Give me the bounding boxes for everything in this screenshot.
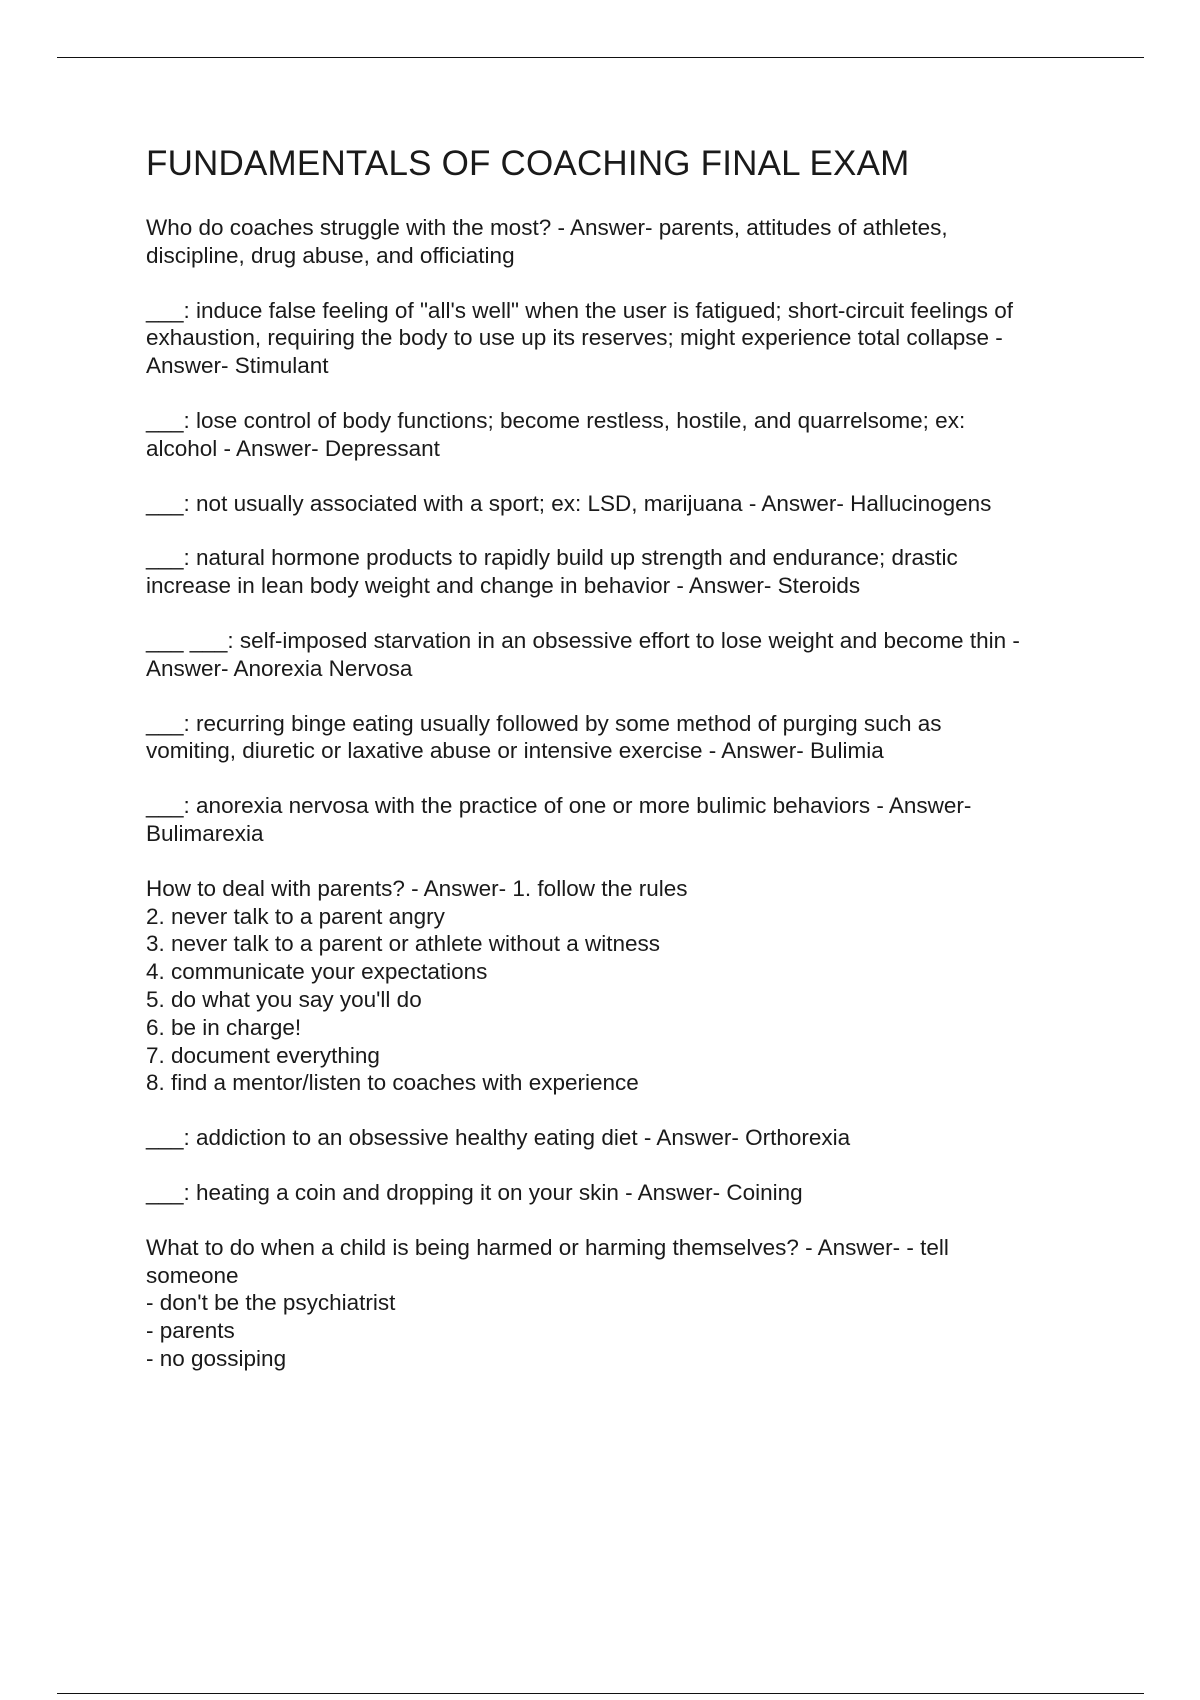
qa-line: exhaustion, requiring the body to use up its reserves; might experience total collapse -: [146, 325, 1003, 351]
qa-item-coining: [146, 1179, 1106, 1207]
qa-line: 8. find a mentor/listen to coaches with experience: [146, 1070, 639, 1096]
qa-line: alcohol - Answer- Depressant: [146, 435, 440, 461]
qa-line: ___: lose control of body functions; become restless, hostile, and quarrelsome; ex:: [146, 407, 966, 433]
qa-line: How to deal with parents? - Answer- 1. follow the rules: [146, 875, 688, 901]
qa-line: 6. be in charge!: [146, 1014, 302, 1040]
qa-item-child-harm: [146, 1234, 1106, 1373]
qa-line: 7. document everything: [146, 1042, 380, 1068]
qa-item-orthorexia: [146, 1124, 1106, 1152]
document-body: [146, 142, 1106, 1400]
qa-line: - don't be the psychiatrist: [146, 1290, 396, 1316]
bottom-rule: [57, 1693, 1144, 1694]
qa-line: ___: heating a coin and dropping it on your skin - Answer- Coining: [146, 1179, 803, 1205]
qa-item-anorexia: [146, 627, 1106, 683]
qa-line: - no gossiping: [146, 1345, 287, 1371]
top-rule: [57, 57, 1144, 58]
qa-line: 2. never talk to a parent angry: [146, 903, 445, 929]
qa-line: Who do coaches struggle with the most? - Answer- parents, attitudes of athletes,: [146, 215, 948, 240]
qa-item-depressant: [146, 407, 1106, 463]
qa-line: 3. never talk to a parent or athlete without a witness: [146, 931, 661, 957]
qa-line: ___: recurring binge eating usually followed by some method of purging such as: [146, 710, 942, 736]
qa-line: - parents: [146, 1318, 235, 1344]
qa-item-steroids: [146, 544, 1106, 600]
qa-line: ___: anorexia nervosa with the practice of one or more bulimic behaviors - Answer-: [146, 793, 972, 819]
qa-line: 5. do what you say you'll do: [146, 986, 422, 1012]
qa-item-parents: [146, 875, 1106, 1097]
qa-line: ___: induce false feeling of "all's well" when the user is fatigued; short-circuit feelings of: [146, 297, 1013, 323]
qa-line: Answer- Anorexia Nervosa: [146, 655, 413, 681]
qa-line: increase in lean body weight and change in behavior - Answer- Steroids: [146, 573, 861, 599]
qa-line: Bulimarexia: [146, 820, 264, 846]
qa-item-stimulant: [146, 297, 1106, 380]
qa-line: ___: not usually associated with a sport; ex: LSD, marijuana - Answer- Hallucinogens: [146, 490, 992, 516]
qa-item-bulimarexia: [146, 792, 1106, 848]
qa-line: vomiting, diuretic or laxative abuse or intensive exercise - Answer- Bulimia: [146, 738, 884, 764]
qa-item-hallucinogens: [146, 490, 1106, 518]
qa-item-coaches-struggle: [146, 214, 1106, 270]
qa-line: What to do when a child is being harmed or harming themselves? - Answer- - tell: [146, 1234, 949, 1260]
qa-line: ___: natural hormone products to rapidly build up strength and endurance; drastic: [146, 545, 958, 571]
qa-item-bulimia: [146, 710, 1106, 766]
page-title: FUNDAMENTALS OF COACHING FINAL EXAM: [146, 144, 910, 183]
qa-line: ___ ___: self-imposed starvation in an obsessive effort to lose weight and become thin -: [146, 627, 1020, 653]
qa-line: 4. communicate your expectations: [146, 959, 488, 985]
qa-line: ___: addiction to an obsessive healthy eating diet - Answer- Orthorexia: [146, 1125, 851, 1151]
qa-line: someone: [146, 1262, 239, 1288]
qa-line: Answer- Stimulant: [146, 353, 329, 379]
qa-line: discipline, drug abuse, and officiating: [146, 242, 515, 268]
